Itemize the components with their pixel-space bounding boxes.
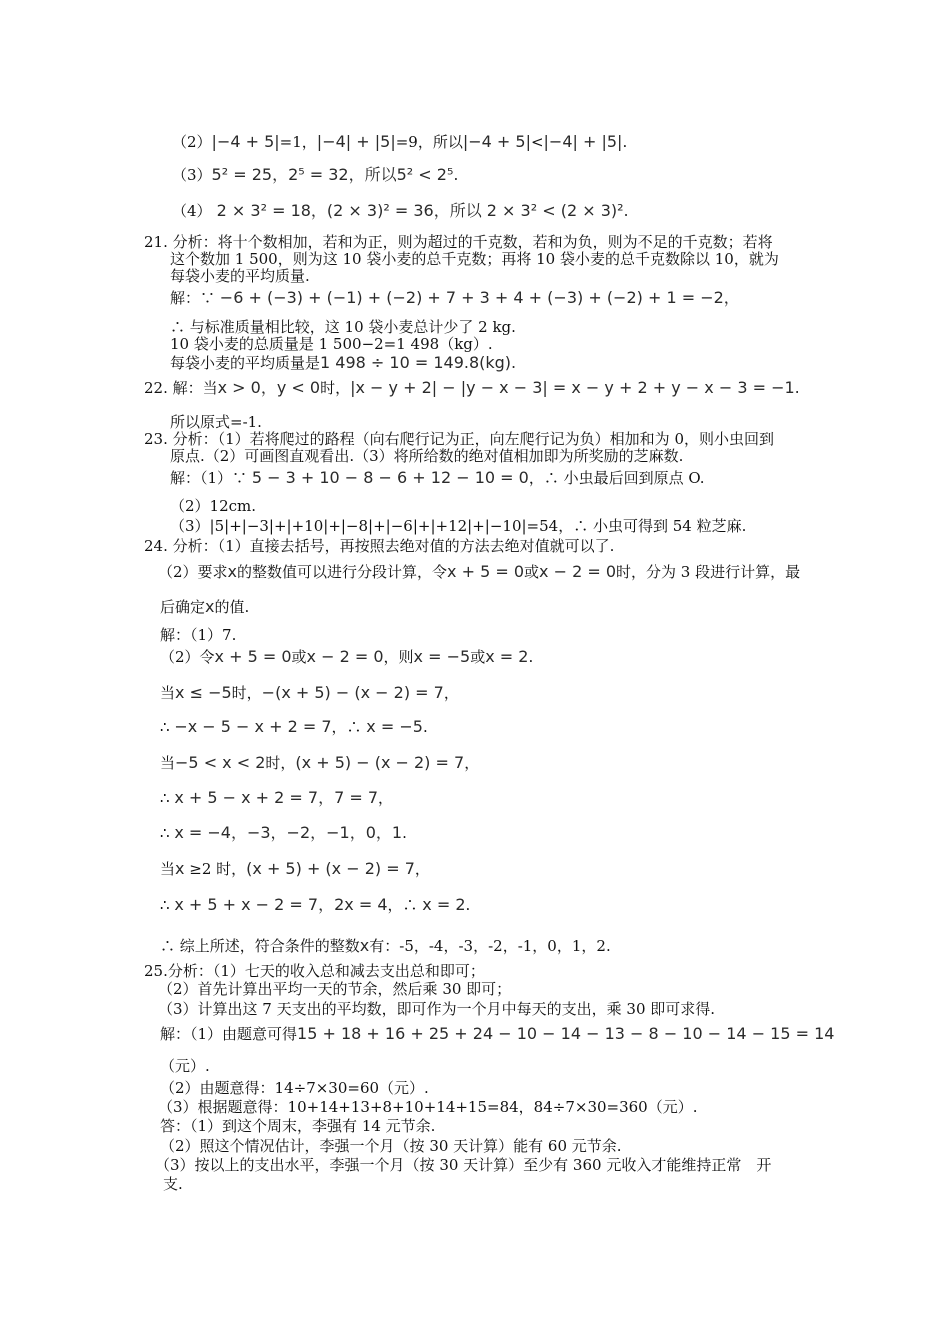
text-run: 22. 解：当 — [144, 379, 218, 397]
text-run: 当 — [160, 684, 176, 702]
text-run: 当 — [160, 860, 176, 878]
text-line-l41 — [163, 1175, 183, 1193]
math-expression: |−4| + |5| — [543, 132, 623, 151]
text-line-l16 — [170, 497, 256, 515]
text-run: ∴ — [160, 789, 175, 807]
text-run: 解：（1）由题意可得 — [160, 1025, 298, 1043]
math-expression: |−4 + 5| — [462, 132, 531, 151]
text-line-l32 — [158, 980, 511, 998]
text-run: 支. — [163, 1175, 183, 1193]
text-line-l26 — [160, 789, 393, 807]
text-run: 24. 分析：（1）直接去括号，再按照去绝对值的方法去绝对值就可以了. — [144, 537, 615, 555]
math-expression: x + 5 − x + 2 = 7，7 = 7 — [174, 788, 379, 807]
text-line-l31 — [144, 962, 485, 980]
math-expression: 2 × 3² = 18，(2 × 3)² = 36，所以 2 × 3² < (2 × 3)². — [211, 201, 629, 220]
text-run: ， — [414, 860, 430, 878]
text-line-l20 — [160, 598, 249, 616]
text-line-l19 — [158, 563, 800, 581]
text-line-l05 — [170, 250, 779, 268]
text-line-l10 — [170, 354, 516, 372]
text-line-l40 — [155, 1156, 771, 1174]
text-run: ∴ — [160, 718, 175, 736]
math-expression: x — [359, 936, 370, 955]
math-expression: 1 498 ÷ 10 = 149.8(kg). — [320, 353, 517, 372]
text-line-l22 — [160, 648, 533, 666]
text-run: 这个数加 1 500，则为这 10 袋小麦的总千克数；再将 10 袋小麦的总千克数除以 10，就为 — [170, 250, 779, 268]
text-line-l39 — [160, 1137, 622, 1155]
text-run: . — [528, 648, 534, 666]
math-expression: −(x + 5) − (x − 2) = 7 — [261, 683, 444, 702]
math-expression: x = 2 — [422, 895, 466, 914]
text-line-l15 — [170, 469, 705, 487]
text-run: （2）照这个情况估计，李强一个月（按 30 天计算）能有 60 元节余. — [160, 1137, 622, 1155]
text-line-l13 — [144, 430, 774, 448]
math-expression: 5² = 25，2⁵ = 32，所以5² < 2⁵. — [211, 165, 459, 184]
text-run: . — [402, 824, 407, 842]
math-expression: x = −5 — [413, 647, 471, 666]
math-expression: x — [205, 597, 215, 616]
text-run: 每袋小麦的平均质量是 — [170, 354, 321, 372]
text-run: ，∴ — [387, 896, 423, 914]
text-run: 后确定 — [160, 598, 206, 616]
text-run: 21. 分析：将十个数相加，若和为正，则为超过的千克数，若和为负，则为不足的千克数；若将 — [144, 233, 773, 251]
text-run: 或 — [524, 563, 540, 581]
text-line-l08 — [170, 318, 516, 336]
text-line-l28 — [160, 860, 430, 878]
text-run: ∴ 综上所述，符合条件的整数 — [160, 937, 360, 955]
text-run: ，∴ 小虫最后回到原点 O. — [528, 469, 705, 487]
text-run: 23. 分析：（1）若将爬过的路程（向右爬行记为正，向左爬行记为负）相加和为 0，则小虫回到 — [144, 430, 774, 448]
text-run: ， — [378, 789, 394, 807]
text-line-l01 — [172, 133, 627, 151]
text-run: 10 袋小麦的总质量是 1 500−2=1 498（kg）. — [170, 335, 493, 353]
text-run: ，∴ — [331, 718, 367, 736]
text-line-l23 — [160, 684, 459, 702]
text-run: （3）根据题意得：10+14+13+8+10+14+15=84，84÷7×30=360（元）. — [158, 1098, 698, 1116]
text-run: ∴ — [160, 896, 175, 914]
text-run: 或 — [470, 648, 486, 666]
text-line-l06 — [170, 267, 310, 285]
text-run: ∴ — [160, 824, 175, 842]
text-run: （3）计算出这 7 天支出的平均数，即可作为一个月中每天的支出，乘 30 即可求得. — [158, 1000, 716, 1018]
text-run: 解：（1）∵ — [170, 469, 252, 487]
math-expression: −6 + (−3) + (−1) + (−2) + 7 + 3 + 4 + (−3) + (−2) + 1 = −2， — [219, 288, 740, 307]
text-line-l37 — [158, 1098, 698, 1116]
text-run: （2） — [172, 133, 212, 151]
text-run: （2）12cm. — [170, 497, 257, 515]
text-run: （3） — [172, 166, 212, 184]
text-run: 的整数值可以进行分段计算，令 — [237, 563, 448, 581]
text-line-l03 — [172, 202, 629, 220]
math-expression: x + 5 = 0 — [214, 647, 292, 666]
text-run: 或 — [291, 648, 307, 666]
math-expression: x > 0，y < 0 — [217, 378, 321, 397]
text-line-l38 — [160, 1117, 435, 1135]
text-run: ，则 — [383, 648, 414, 666]
text-line-l21 — [160, 626, 236, 644]
math-expression: |−4| + |5| — [316, 132, 396, 151]
text-run: 每袋小麦的平均质量. — [170, 267, 310, 285]
text-run: 当 — [160, 754, 176, 772]
text-run: （元）. — [160, 1057, 210, 1075]
text-run: 时， — [320, 379, 351, 397]
text-run: ∴ 与标准质量相比较，这 10 袋小麦总计少了 2 kg. — [170, 318, 516, 336]
text-run: . — [465, 896, 471, 914]
text-run: （2）由题意得：14÷7×30=60（元）. — [160, 1079, 429, 1097]
text-line-l14 — [170, 447, 683, 465]
text-line-l09 — [170, 335, 493, 353]
math-expression: x = −5 — [366, 717, 423, 736]
math-expression: x ≤ −5 — [175, 683, 232, 702]
math-expression: x + 5 = 0 — [447, 562, 525, 581]
text-run: 解：（1）7. — [160, 626, 237, 644]
text-run: < — [530, 133, 544, 151]
text-run: 解：∵ — [170, 289, 220, 307]
math-expression: −5 < x < 2 — [175, 753, 266, 772]
math-expression: −x − 5 − x + 2 = 7 — [174, 717, 332, 736]
text-run: 时， — [265, 754, 296, 772]
math-expression: |x − y + 2| − |y − x − 3| = x − y + 2 + y − x − 3 = −1. — [350, 378, 800, 397]
text-line-l24 — [160, 718, 428, 736]
text-run: （2）要求 — [158, 563, 228, 581]
math-expression: x − 2 = 0 — [539, 562, 617, 581]
text-run: （4） — [172, 202, 212, 220]
text-run: （3）|5|+|−3|+|+10|+|−8|+|−6|+|+12|+|−10|=54，∴ 小虫可得到 54 粒芝麻. — [170, 517, 747, 535]
text-line-l12 — [170, 413, 262, 431]
text-line-l18 — [144, 537, 614, 555]
text-run: 所以原式=-1. — [170, 413, 262, 431]
text-run: 25.分析：（1）七天的收入总和减去支出总和即可； — [144, 962, 485, 980]
text-run: ， — [464, 754, 480, 772]
text-run: （2）首先计算出平均一天的节余，然后乘 30 即可； — [158, 980, 512, 998]
math-expression: 15 + 18 + 16 + 25 + 24 − 10 − 14 − 13 − 8 − 10 − 14 − 15 = 14 — [297, 1024, 835, 1043]
text-run: . — [622, 133, 628, 151]
math-expression: (x + 5) − (x − 2) = 7 — [295, 753, 465, 772]
text-run: 有：-5，-4，-3，-2，-1，0，1，2. — [369, 937, 611, 955]
text-run: =1， — [279, 133, 317, 151]
math-expression: x + 5 + x − 2 = 7，2x = 4 — [174, 895, 388, 914]
text-line-l02 — [172, 166, 458, 184]
text-line-l35 — [160, 1057, 210, 1075]
math-expression: x — [227, 562, 238, 581]
text-run: =9，所以 — [395, 133, 463, 151]
text-run: 的值. — [214, 598, 250, 616]
math-expression: |−4 + 5| — [211, 132, 280, 151]
math-expression: 5 − 3 + 10 − 8 − 6 + 12 − 10 = 0 — [251, 468, 529, 487]
math-expression: x — [175, 859, 185, 878]
text-run: ≥2 时， — [184, 860, 247, 878]
text-line-l27 — [160, 824, 407, 842]
text-run: （3）按以上的支出水平，李强一个月（按 30 天计算）至少有 360 元收入才能维持正常 开 — [155, 1156, 772, 1174]
text-line-l11 — [144, 379, 800, 397]
math-expression: x = −4，−3，−2，−1，0，1 — [174, 823, 403, 842]
text-line-l36 — [160, 1079, 429, 1097]
text-line-l33 — [158, 1000, 715, 1018]
text-run: （2）令 — [160, 648, 215, 666]
text-run: ， — [443, 684, 459, 702]
text-line-l07 — [170, 289, 740, 307]
text-line-l30 — [160, 937, 611, 955]
text-line-l17 — [170, 517, 746, 535]
text-run: 时，分为 3 段进行计算，最 — [616, 563, 801, 581]
math-expression: x = 2 — [485, 647, 529, 666]
text-line-l04 — [144, 233, 773, 251]
text-line-l34 — [160, 1025, 834, 1043]
text-line-l25 — [160, 754, 479, 772]
text-run: 时， — [231, 684, 262, 702]
math-expression: x − 2 = 0 — [306, 647, 384, 666]
text-run: . — [422, 718, 428, 736]
math-expression: (x + 5) + (x − 2) = 7 — [246, 859, 415, 878]
text-run: 答：（1）到这个周末，李强有 14 元节余. — [160, 1117, 436, 1135]
text-line-l29 — [160, 896, 470, 914]
text-run: 原点.（2）可画图直观看出.（3）将所给数的绝对值相加即为所奖励的芝麻数. — [170, 447, 684, 465]
